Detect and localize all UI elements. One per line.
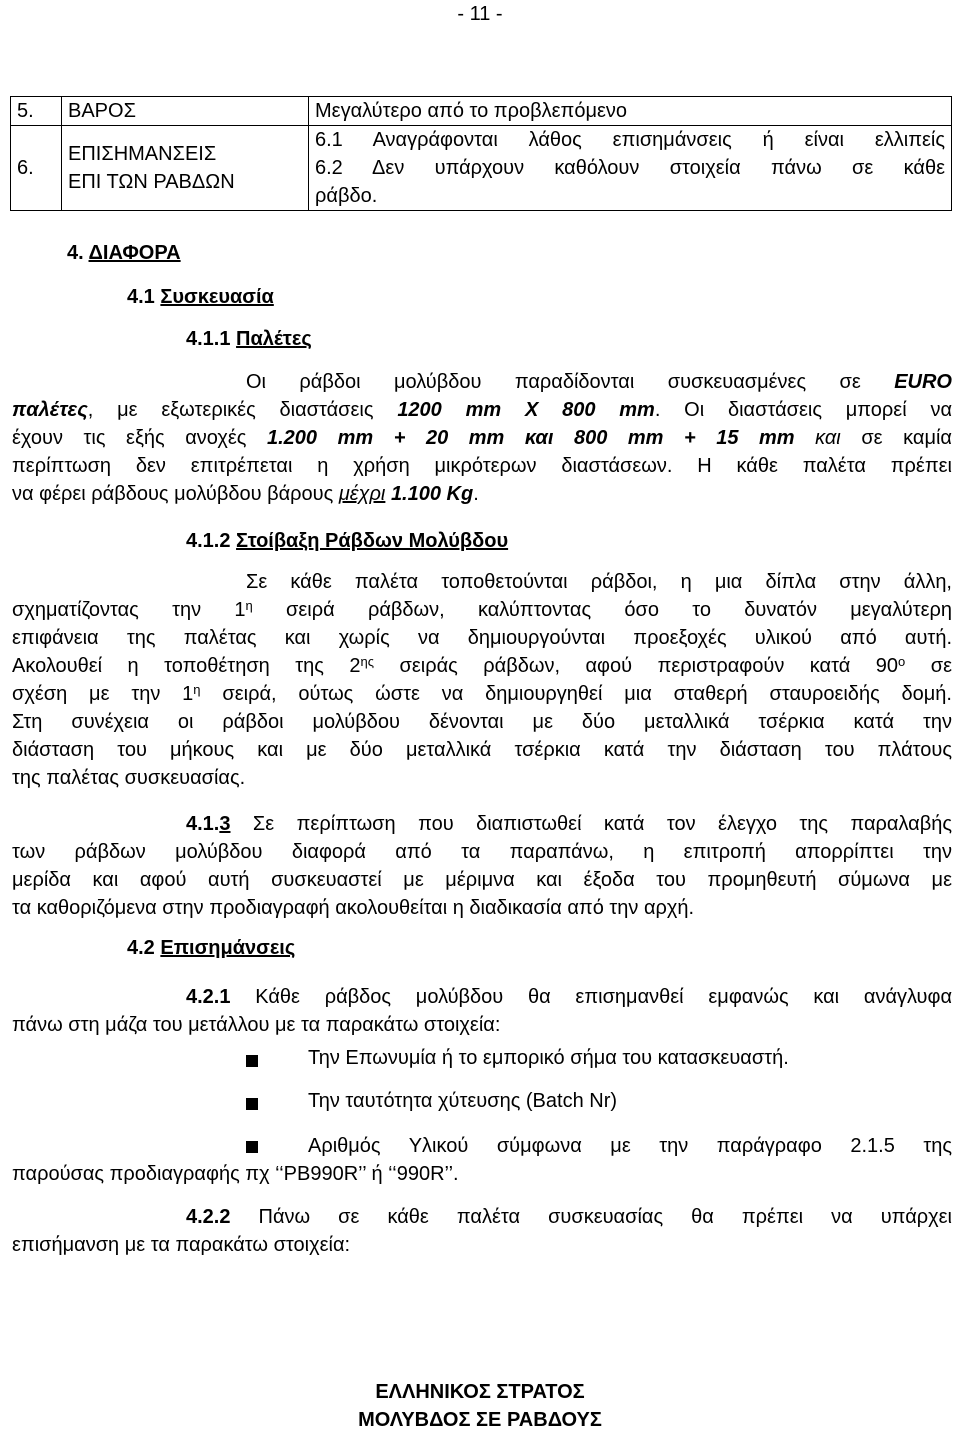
row-description-line: 6.1 Αναγράφονται λάθος επισημάνσεις ή είναι ελλιπείς	[315, 129, 945, 151]
bullet-item: Την ταυτότητα χύτευσης (Batch Nr)	[308, 1090, 618, 1112]
row-item	[62, 126, 309, 211]
page-number: - 11 -	[457, 3, 503, 25]
bullet-marker	[246, 1055, 258, 1067]
table-row	[11, 97, 952, 126]
row-item-line: ΕΠΙ ΤΩΝ ΡΑΒΔΩΝ	[68, 171, 235, 193]
row-item-line: ΕΠΙΣΗΜΑΝΣΕΙΣ	[68, 143, 217, 165]
row-number: 6.	[11, 126, 62, 211]
section-4-2-1-paragraph: 4.2.1 Κάθε ράβδος μολύβδου θα επισημανθεί εμφανώς και ανάγλυφα πάνω στη μάζα του μετάλλου με τα παρακάτω στοιχεία:	[12, 986, 952, 1036]
footer	[0, 1378, 960, 1434]
section-4-1-heading: 4.1 Συσκευασία	[127, 286, 274, 308]
footer-line: ΜΟΛΥΒΔΟΣ ΣΕ ΡΑΒΔΟΥΣ	[358, 1409, 602, 1431]
section-4-1-2-paragraph: Σε κάθε παλέτα τοποθετούνται ράβδοι, η μια δίπλα στην άλλη, σχηματίζοντας την $1^\eta$ σειρά ράβδων, καλύπτοντας όσο το δυνατόν μεγαλύτερη επιφάνεια της παλέτας και χωρίς να δημιουργούνται προεξοχές υλικού από αυτή. Ακολουθεί η τοποθέτηση της $2^{\eta\varsigma}$ σειράς ράβδων, αφού περιστραφούν κατά $90^o$ σε σχέση με την $1^\eta$ σειρά, ούτως ώστε να δημιουργηθεί μια σταθερή σταυροειδής δομή. Στη συνέχεια οι ράβδοι μολύβδου δένονται με δύο μεταλλικά τσέρκια κατά την διάσταση του μήκους και με δύο μεταλλικά τσέρκια κατά την διάσταση του πλάτους της παλέτας συσκευασίας.	[12, 571, 953, 789]
row-description-line: ράβδο.	[315, 185, 378, 207]
section-4-1-2-heading: 4.1.2 Στοίβαξη Ράβδων Μολύβδου	[186, 530, 509, 552]
section-4-1-3-paragraph: 4.1.3 Σε περίπτωση που διαπιστωθεί κατά τον έλεγχο της παραλαβής των ράβδων μολύβδου διαφορά από τα παραπάνω, η επιτροπή απορρίπτει την μερίδα και αφού αυτή συσκευαστεί με μέριμνα και έξοδα του προμηθευτή σύμωνα με τα καθοριζόμενα στην προδιαγραφή ακολουθείται η διαδικασία από την αρχή.	[12, 813, 952, 919]
row-number: 5.	[11, 97, 62, 126]
bullet-item-continuation: παρούσας προδιαγραφής πχ ‘‘PB990R’’ ή ‘‘990R’’.	[12, 1163, 459, 1185]
bullet-marker	[246, 1141, 258, 1153]
bullet-item: Την Επωνυμία ή το εμπορικό σήμα του κατασκευαστή.	[308, 1047, 789, 1069]
section-4-2-2-paragraph: 4.2.2 Πάνω σε κάθε παλέτα συσκευασίας θα πρέπει να υπάρχει επισήμανση με τα παρακάτω στοιχεία:	[12, 1206, 952, 1256]
table-row	[11, 126, 952, 211]
defects-table	[10, 96, 952, 211]
section-4-1-1-heading: 4.1.1 Παλέτες	[186, 328, 312, 350]
section-4-heading: 4. ΔΙΑΦΟΡΑ	[67, 242, 181, 264]
bullet-item: Αριθμός Υλικού σύμφωνα με την παράγραφο 2.1.5 της	[308, 1135, 952, 1157]
row-item: ΒΑΡΟΣ	[62, 97, 309, 126]
row-description-line: 6.2 Δεν υπάρχουν καθόλουν στοιχεία πάνω σε κάθε	[315, 157, 945, 179]
bullet-marker	[246, 1098, 258, 1110]
row-description: Μεγαλύτερο από το προβλεπόμενο	[309, 97, 952, 126]
section-4-2-heading: 4.2 Επισημάνσεις	[127, 937, 296, 959]
section-4-1-1-paragraph: Οι ράβδοι μολύβδου παραδίδονται συσκευασμένες σε EURO παλέτες, με εξωτερικές διαστάσεις 1200 mm X 800 mm. Οι διαστάσεις μπορεί να έχουν τις εξής ανοχές 1.200 mm + 20 mm και 800 mm + 15 mm και σε καμία περίπτωση δεν επιτρέπεται η χρήση μικρότερων διαστάσεων. Η κάθε παλέτα πρέπει να φέρει ράβδους μολύβδου βάρους μέχρι 1.100 Kg.	[12, 371, 953, 505]
footer-line: ΕΛΛΗΝΙΚΟΣ ΣΤΡΑΤΟΣ	[375, 1381, 585, 1403]
row-description	[309, 126, 952, 211]
